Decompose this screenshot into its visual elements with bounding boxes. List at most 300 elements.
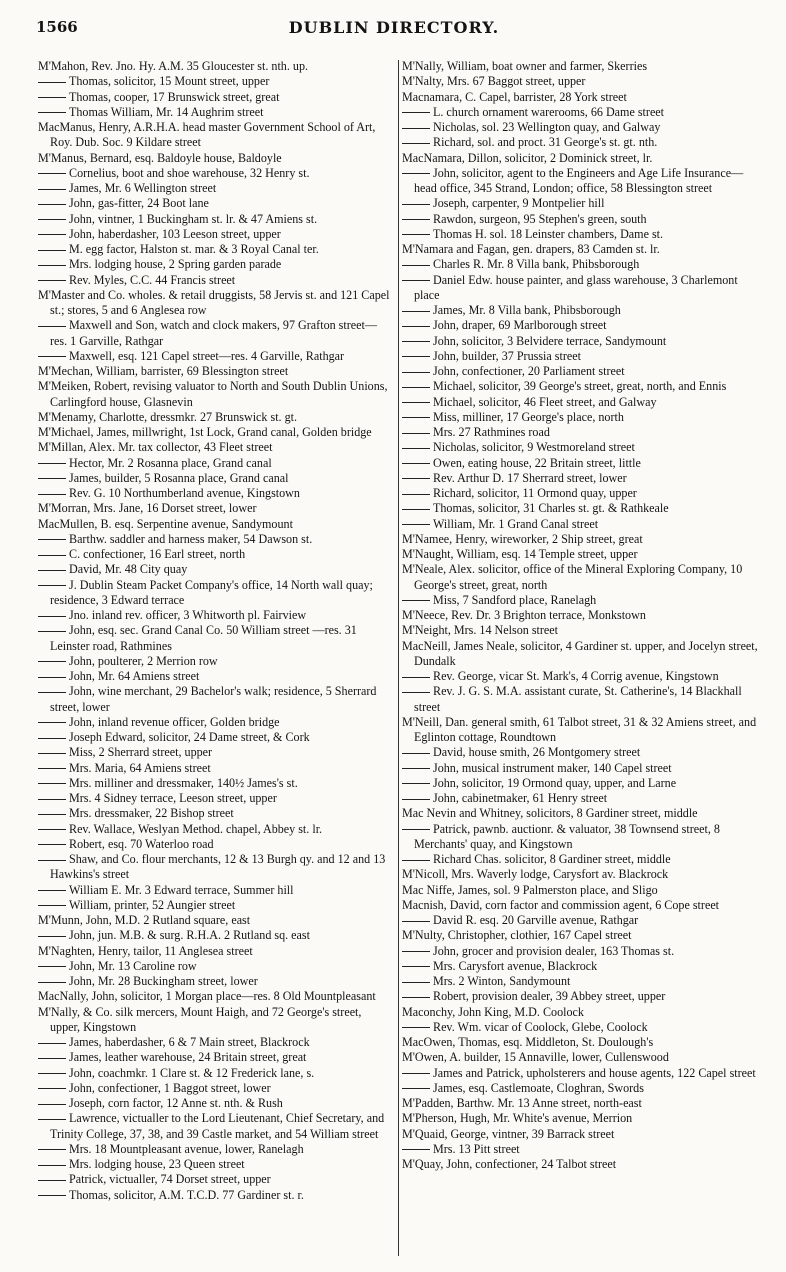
entry-text: Maxwell, esq. 121 Capel street—res. 4 Garville, Rathgar xyxy=(69,348,345,363)
directory-entry xyxy=(402,410,758,425)
directory-entry xyxy=(38,227,394,242)
directory-entry xyxy=(38,166,394,181)
entry-text: Rev. George, vicar St. Mark's, 4 Corrig avenue, Kingstown xyxy=(433,669,719,683)
ditto-dash xyxy=(38,1104,66,1105)
ditto-dash xyxy=(402,311,430,312)
entry-text: Richard, sol. and proct. 31 George's st. gt. nth. xyxy=(433,135,658,150)
entry-text: M'Mechan, William, barrister, 69 Blessington street xyxy=(38,364,289,378)
entry-text: J. Dublin Steam Packet Company's office, 14 North wall quay; residence, 3 Edward terrace xyxy=(50,577,373,607)
directory-entry xyxy=(38,196,394,211)
ditto-dash xyxy=(38,1149,66,1150)
ditto-dash xyxy=(38,982,66,983)
directory-entry xyxy=(38,623,394,654)
ditto-dash xyxy=(38,738,66,739)
ditto-dash xyxy=(402,356,430,357)
entry-text: Mrs. lodging house, 23 Queen street xyxy=(69,1157,245,1171)
ditto-dash xyxy=(402,204,430,205)
ditto-dash xyxy=(402,265,430,266)
ditto-dash xyxy=(38,616,66,617)
entry-text: John, solicitor, 19 Ormond quay, upper, and Larne xyxy=(433,775,677,790)
entry-text: John, vintner, 1 Buckingham st. lr. & 47 Amiens st. xyxy=(69,211,318,226)
entry-text: John, Mr. 13 Caroline row xyxy=(69,958,197,973)
entry-text: Thomas, solicitor, 31 Charles st. gt. & Rathkeale xyxy=(433,501,669,516)
ditto-dash xyxy=(38,753,66,754)
directory-entry xyxy=(38,471,394,486)
entry-text: M'Nally, William, boat owner and farmer, Skerries xyxy=(402,59,648,73)
page-header xyxy=(36,18,752,44)
ditto-dash xyxy=(38,860,66,861)
directory-entry xyxy=(38,883,394,898)
ditto-dash xyxy=(38,539,66,540)
ditto-dash xyxy=(38,478,66,479)
entry-text: M'Neill, Dan. general smith, 61 Talbot street, 31 & 32 Amiens street, and Eglinton cottage, Roundtown xyxy=(402,714,757,744)
entry-text: James, Mr. 6 Wellington street xyxy=(69,181,217,195)
entry-text: MacNally, John, solicitor, 1 Morgan place—res. 8 Old Mountpleasant xyxy=(38,989,376,1004)
ditto-dash xyxy=(402,143,430,144)
entry-text: M'Nally, & Co. silk mercers, Mount Haigh, and 72 George's street, upper, Kingstown xyxy=(38,1004,362,1034)
entry-text: Charles R. Mr. 8 Villa bank, Phibsborough xyxy=(433,257,640,272)
ditto-dash xyxy=(38,783,66,784)
entry-text: William E. Mr. 3 Edward terrace, Summer hill xyxy=(69,882,294,897)
ditto-dash xyxy=(38,1073,66,1074)
entry-text: Nicholas, sol. 23 Wellington quay, and Galway xyxy=(433,120,661,134)
entry-text: M'Nulty, Christopher, clothier, 167 Capel street xyxy=(402,928,632,943)
ditto-dash xyxy=(402,1027,430,1028)
directory-entry xyxy=(38,1142,394,1157)
directory-entry xyxy=(38,944,394,959)
ditto-dash xyxy=(38,570,66,571)
directory-entry xyxy=(38,791,394,806)
entry-text: Rev. Wallace, Weslyan Method. chapel, Abbey st. lr. xyxy=(69,821,323,836)
directory-entry xyxy=(402,1020,758,1035)
entry-text: Jno. inland rev. officer, 3 Whitworth pl. Fairview xyxy=(69,608,307,622)
directory-entry xyxy=(402,715,758,746)
directory-entry xyxy=(402,212,758,227)
entry-text: John, Mr. 64 Amiens street xyxy=(69,669,200,683)
directory-entry xyxy=(402,379,758,394)
directory-entry xyxy=(38,974,394,989)
ditto-dash xyxy=(402,524,430,525)
entry-text: James and Patrick, upholsterers and house agents, 122 Capel street xyxy=(433,1065,756,1080)
ditto-dash xyxy=(38,97,66,98)
directory-entry xyxy=(402,867,758,882)
ditto-dash xyxy=(402,1149,430,1150)
entry-text: C. confectioner, 16 Earl street, north xyxy=(69,547,246,561)
ditto-dash xyxy=(38,966,66,967)
ditto-dash xyxy=(402,372,430,373)
entry-text: M'Neece, Rev. Dr. 3 Brighton terrace, Monkstown xyxy=(402,608,646,622)
entry-text: Lawrence, victualler to the Lord Lieutenant, Chief Secretary, and Trinity College, 37, 38, and 39 Castle market, and 54 William street xyxy=(50,1111,385,1141)
directory-entry xyxy=(38,410,394,425)
entry-text: Miss, milliner, 17 George's place, north xyxy=(433,409,624,424)
directory-entry xyxy=(402,242,758,257)
right-column xyxy=(402,59,758,1172)
ditto-dash xyxy=(38,585,66,586)
entry-text: Rev. Myles, C.C. 44 Francis street xyxy=(69,272,236,287)
entry-text: Joseph, corn factor, 12 Anne st. nth. & Rush xyxy=(69,1096,283,1110)
ditto-dash xyxy=(38,1088,66,1089)
directory-entry xyxy=(402,135,758,150)
entry-text: M'Neight, Mrs. 14 Nelson street xyxy=(402,623,559,638)
entry-text: Patrick, pawnb. auctionr. & valuator, 38 Townsend street, 8 Merchants' quay, and Kingstown xyxy=(414,821,720,851)
entry-text: M'Namara and Fagan, gen. drapers, 83 Camden st. lr. xyxy=(402,242,660,256)
entry-text: Macnamara, C. Capel, barrister, 28 York street xyxy=(402,89,627,104)
directory-entry xyxy=(38,318,394,349)
entry-text: John, coachmkr. 1 Clare st. & 12 Frederick lane, s. xyxy=(69,1065,315,1080)
ditto-dash xyxy=(402,173,430,174)
directory-entry xyxy=(38,212,394,227)
directory-entry xyxy=(402,1111,758,1126)
ditto-dash xyxy=(38,661,66,662)
entry-text: Mrs. 13 Pitt street xyxy=(433,1141,520,1156)
directory-entry xyxy=(38,242,394,257)
directory-entry xyxy=(402,456,758,471)
directory-entry xyxy=(38,1157,394,1172)
directory-entry xyxy=(402,1035,758,1050)
directory-entry xyxy=(402,273,758,304)
ditto-dash xyxy=(402,768,430,769)
directory-entry xyxy=(402,959,758,974)
ditto-dash xyxy=(402,341,430,342)
directory-entry xyxy=(402,684,758,715)
ditto-dash xyxy=(402,966,430,967)
directory-entry xyxy=(38,105,394,120)
ditto-dash xyxy=(402,234,430,235)
entry-text: MacNamara, Dillon, solicitor, 2 Dominick street, lr. xyxy=(402,150,653,165)
ditto-dash xyxy=(38,692,66,693)
directory-entry xyxy=(402,1081,758,1096)
directory-entry xyxy=(402,974,758,989)
directory-entry xyxy=(402,440,758,455)
directory-entry xyxy=(38,745,394,760)
ditto-dash xyxy=(38,112,66,113)
directory-entry xyxy=(402,822,758,853)
directory-entry xyxy=(402,105,758,120)
entry-text: M'Nicoll, Mrs. Waverly lodge, Carysfort av. Blackrock xyxy=(402,867,669,882)
ditto-dash xyxy=(38,905,66,906)
directory-entry xyxy=(38,59,394,74)
directory-entry xyxy=(402,806,758,821)
entry-text: M'Quay, John, confectioner, 24 Talbot street xyxy=(402,1157,617,1171)
entry-text: Miss, 7 Sandford place, Ranelagh xyxy=(433,592,597,607)
entry-text: M'Millan, Alex. Mr. tax collector, 43 Fleet street xyxy=(38,440,273,455)
entry-text: M'Neale, Alex. solicitor, office of the Mineral Exploring Company, 10 George's street, great, north xyxy=(402,562,743,592)
entry-text: James, Mr. 8 Villa bank, Phibsborough xyxy=(433,303,621,317)
entry-text: Mac Niffe, James, sol. 9 Palmerston place, and Sligo xyxy=(402,882,658,897)
directory-entry xyxy=(38,776,394,791)
directory-entry xyxy=(38,1050,394,1065)
directory-entry xyxy=(38,517,394,532)
ditto-dash xyxy=(38,677,66,678)
directory-entry xyxy=(402,898,758,913)
directory-entry xyxy=(402,166,758,197)
directory-entry xyxy=(402,1096,758,1111)
entry-text: Joseph, carpenter, 9 Montpelier hill xyxy=(433,196,605,211)
ditto-dash xyxy=(38,219,66,220)
ditto-dash xyxy=(402,326,430,327)
directory-entry xyxy=(38,151,394,166)
entry-text: Richard Chas. solicitor, 8 Gardiner street, middle xyxy=(433,852,671,866)
ditto-dash xyxy=(38,722,66,723)
entry-text: Thomas, solicitor, 15 Mount street, upper xyxy=(69,74,270,89)
directory-entry xyxy=(38,456,394,471)
ditto-dash xyxy=(38,234,66,235)
ditto-dash xyxy=(402,387,430,388)
directory-entry xyxy=(38,989,394,1004)
directory-entry xyxy=(402,1005,758,1020)
directory-entry xyxy=(38,928,394,943)
entry-text: Maxwell and Son, watch and clock makers, 97 Grafton street—res. 1 Garville, Rathgar xyxy=(50,318,377,348)
ditto-dash xyxy=(402,799,430,800)
ditto-dash xyxy=(402,433,430,434)
ditto-dash xyxy=(402,982,430,983)
ditto-dash xyxy=(38,189,66,190)
entry-text: M'Master and Co. wholes. & retail druggists, 58 Jervis st. and 121 Capel st.; stores, 5 and 6 Anglesea row xyxy=(38,287,390,317)
entry-text: John, inland revenue officer, Golden bridge xyxy=(69,714,280,729)
ditto-dash xyxy=(38,250,66,251)
entry-text: John, solicitor, agent to the Engineers and Age Life Insurance—head office, 345 Strand, London; office, 58 Blessington street xyxy=(414,165,744,195)
ditto-dash xyxy=(402,448,430,449)
directory-entry xyxy=(402,608,758,623)
directory-entry xyxy=(402,151,758,166)
ditto-dash xyxy=(402,951,430,952)
directory-entry xyxy=(38,837,394,852)
ditto-dash xyxy=(402,860,430,861)
entry-text: MacManus, Henry, A.R.H.A. head master Government School of Art, Roy. Dub. Soc. 9 Kildare street xyxy=(38,120,376,150)
directory-entry xyxy=(38,349,394,364)
entry-text: Michael, solicitor, 39 George's street, great, north, and Ennis xyxy=(433,379,727,394)
entry-text: Mrs. 27 Rathmines road xyxy=(433,425,550,439)
directory-entry xyxy=(38,74,394,89)
directory-entry xyxy=(38,730,394,745)
entry-text: M'Namee, Henry, wireworker, 2 Ship street, great xyxy=(402,531,643,546)
entry-text: John, builder, 37 Prussia street xyxy=(433,348,581,363)
entry-text: Miss, 2 Sherrard street, upper xyxy=(69,745,213,760)
entry-text: William, printer, 52 Aungier street xyxy=(69,897,236,912)
entry-text: John, poulterer, 2 Merrion row xyxy=(69,653,218,668)
directory-entry xyxy=(38,913,394,928)
directory-entry xyxy=(402,639,758,670)
directory-entry xyxy=(402,791,758,806)
directory-entry xyxy=(38,608,394,623)
directory-entry xyxy=(38,1081,394,1096)
directory-entry xyxy=(402,395,758,410)
entry-text: William, Mr. 1 Grand Canal street xyxy=(433,516,599,531)
directory-entry xyxy=(38,486,394,501)
ditto-dash xyxy=(38,555,66,556)
ditto-dash xyxy=(402,677,430,678)
entry-text: Mrs. 18 Mountpleasant avenue, lower, Ranelagh xyxy=(69,1141,304,1156)
directory-entry xyxy=(402,1050,758,1065)
directory-entry xyxy=(402,334,758,349)
entry-text: John, jun. M.B. & surg. R.H.A. 2 Rutland sq. east xyxy=(69,928,310,943)
entry-text: M. egg factor, Halston st. mar. & 3 Royal Canal ter. xyxy=(69,242,319,256)
ditto-dash xyxy=(402,692,430,693)
entry-text: John, esq. sec. Grand Canal Co. 50 William street —res. 31 Leinster road, Rathmines xyxy=(50,623,357,653)
directory-entry xyxy=(402,120,758,135)
directory-entry xyxy=(38,578,394,609)
directory-entry xyxy=(402,883,758,898)
directory-entry xyxy=(38,379,394,410)
entry-text: M'Quaid, George, vintner, 39 Barrack street xyxy=(402,1126,615,1141)
entry-text: Thomas, solicitor, A.M. T.C.D. 77 Gardiner st. r. xyxy=(69,1187,304,1202)
entry-text: Mrs. Maria, 64 Amiens street xyxy=(69,760,211,775)
ditto-dash xyxy=(402,753,430,754)
directory-entry xyxy=(402,425,758,440)
directory-entry xyxy=(402,745,758,760)
ditto-dash xyxy=(38,890,66,891)
entry-text: James, esq. Castlemoate, Cloghran, Swords xyxy=(433,1080,644,1095)
entry-text: Rev. J. G. S. M.A. assistant curate, St. Catherine's, 14 Blackhall street xyxy=(414,684,742,714)
entry-text: Michael, solicitor, 46 Fleet street, and Galway xyxy=(433,394,657,409)
ditto-dash xyxy=(38,768,66,769)
directory-entry xyxy=(402,517,758,532)
entry-text: David, Mr. 48 City quay xyxy=(69,562,188,577)
directory-entry xyxy=(38,501,394,516)
entry-text: John, Mr. 28 Buckingham street, lower xyxy=(69,974,258,988)
entry-text: M'Munn, John, M.D. 2 Rutland square, east xyxy=(38,913,251,927)
directory-entry xyxy=(38,257,394,272)
column-divider xyxy=(398,60,399,1256)
entry-text: John, musical instrument maker, 140 Capel street xyxy=(433,760,672,775)
directory-entry xyxy=(38,822,394,837)
ditto-dash xyxy=(402,783,430,784)
directory-entry xyxy=(38,1035,394,1050)
directory-entry xyxy=(402,776,758,791)
directory-entry xyxy=(38,288,394,319)
ditto-dash xyxy=(38,356,66,357)
entry-text: John, gas-fitter, 24 Boot lane xyxy=(69,196,209,211)
entry-text: M'Owen, A. builder, 15 Annaville, lower, Cullenswood xyxy=(402,1050,669,1065)
page-title: DUBLIN DIRECTORY. xyxy=(288,18,500,37)
directory-entry xyxy=(402,349,758,364)
directory-entry xyxy=(402,364,758,379)
ditto-dash xyxy=(38,1043,66,1044)
ditto-dash xyxy=(38,326,66,327)
directory-entry xyxy=(402,928,758,943)
ditto-dash xyxy=(402,1088,430,1089)
directory-entry xyxy=(402,562,758,593)
ditto-dash xyxy=(38,829,66,830)
directory-entry xyxy=(38,90,394,105)
directory-entry xyxy=(38,806,394,821)
entry-text: Mrs. dressmaker, 22 Bishop street xyxy=(69,806,234,821)
ditto-dash xyxy=(402,921,430,922)
ditto-dash xyxy=(402,997,430,998)
directory-entry xyxy=(402,486,758,501)
ditto-dash xyxy=(38,265,66,266)
entry-text: Macnish, David, corn factor and commission agent, 6 Cope street xyxy=(402,897,720,912)
directory-entry xyxy=(38,440,394,455)
directory-entry xyxy=(402,623,758,638)
ditto-dash xyxy=(402,219,430,220)
ditto-dash xyxy=(38,204,66,205)
entry-text: L. church ornament warerooms, 66 Dame street xyxy=(433,104,665,119)
directory-entry xyxy=(38,425,394,440)
entry-text: John, cabinetmaker, 61 Henry street xyxy=(433,791,608,805)
directory-entry xyxy=(402,318,758,333)
ditto-dash xyxy=(38,82,66,83)
directory-entry xyxy=(402,501,758,516)
directory-entry xyxy=(38,1172,394,1187)
left-column xyxy=(38,59,394,1203)
entry-text: MacNeill, James Neale, solicitor, 4 Gardiner st. upper, and Jocelyn street, Dundalk xyxy=(402,638,758,668)
directory-entry xyxy=(38,684,394,715)
entry-text: John, grocer and provision dealer, 163 Thomas st. xyxy=(433,943,675,958)
entry-text: Thomas, cooper, 17 Brunswick street, great xyxy=(69,89,280,104)
ditto-dash xyxy=(38,173,66,174)
directory-entry xyxy=(402,532,758,547)
entry-text: M'Naught, William, esq. 14 Temple street, upper xyxy=(402,547,638,561)
ditto-dash xyxy=(402,463,430,464)
directory-entry xyxy=(402,303,758,318)
page-number: 1566 xyxy=(36,18,78,36)
directory-entry xyxy=(402,761,758,776)
entry-text: M'Meiken, Robert, revising valuator to North and South Dublin Unions, Carlingford house, Glasnevin xyxy=(38,379,388,409)
directory-entry xyxy=(38,181,394,196)
entry-text: Owen, eating house, 22 Britain street, little xyxy=(433,455,641,470)
entry-text: MacOwen, Thomas, esq. Middleton, St. Doulough's xyxy=(402,1035,654,1049)
ditto-dash xyxy=(402,128,430,129)
entry-text: James, leather warehouse, 24 Britain street, great xyxy=(69,1050,307,1065)
directory-entry xyxy=(402,547,758,562)
directory-entry xyxy=(38,532,394,547)
ditto-dash xyxy=(38,631,66,632)
ditto-dash xyxy=(402,112,430,113)
directory-entry xyxy=(38,852,394,883)
directory-entry xyxy=(402,852,758,867)
entry-text: John, draper, 69 Marlborough street xyxy=(433,318,607,333)
directory-entry xyxy=(38,654,394,669)
directory-entry xyxy=(402,1142,758,1157)
entry-text: Barthw. saddler and harness maker, 54 Dawson st. xyxy=(69,531,313,546)
ditto-dash xyxy=(38,1180,66,1181)
entry-text: Mrs. milliner and dressmaker, 140½ James's st. xyxy=(69,775,298,790)
entry-text: John, confectioner, 20 Parliament street xyxy=(433,364,625,378)
entry-text: John, solicitor, 3 Belvidere terrace, Sandymount xyxy=(433,333,667,348)
entry-text: M'Manus, Bernard, esq. Baldoyle house, Baldoyle xyxy=(38,150,282,165)
directory-entry xyxy=(38,273,394,288)
entry-text: M'Padden, Barthw. Mr. 13 Anne street, north-east xyxy=(402,1096,642,1110)
entry-text: M'Pherson, Hugh, Mr. White's avenue, Merrion xyxy=(402,1111,633,1126)
directory-entry xyxy=(38,364,394,379)
directory-entry xyxy=(402,913,758,928)
ditto-dash xyxy=(402,417,430,418)
directory-entry xyxy=(38,547,394,562)
ditto-dash xyxy=(38,844,66,845)
entry-text: M'Naghten, Henry, tailor, 11 Anglesea street xyxy=(38,943,253,958)
directory-entry xyxy=(402,1157,758,1172)
entry-text: Maconchy, John King, M.D. Coolock xyxy=(402,1004,584,1019)
entry-text: Rev. G. 10 Northumberland avenue, Kingstown xyxy=(69,486,300,500)
ditto-dash xyxy=(38,936,66,937)
ditto-dash xyxy=(402,600,430,601)
directory-entry xyxy=(402,196,758,211)
directory-entry xyxy=(402,227,758,242)
ditto-dash xyxy=(402,509,430,510)
ditto-dash xyxy=(38,1165,66,1166)
entry-text: Rev. Wm. vicar of Coolock, Glebe, Coolock xyxy=(433,1019,648,1034)
directory-entry xyxy=(402,989,758,1004)
ditto-dash xyxy=(402,494,430,495)
entry-text: Mac Nevin and Whitney, solicitors, 8 Gardiner street, middle xyxy=(402,806,698,821)
ditto-dash xyxy=(402,478,430,479)
entry-text: Mrs. 2 Winton, Sandymount xyxy=(433,974,571,988)
entry-text: Robert, provision dealer, 39 Abbey street, upper xyxy=(433,989,666,1004)
directory-entry xyxy=(402,669,758,684)
entry-text: Joseph Edward, solicitor, 24 Dame street, & Cork xyxy=(69,730,310,744)
entry-text: Hector, Mr. 2 Rosanna place, Grand canal xyxy=(69,455,272,470)
